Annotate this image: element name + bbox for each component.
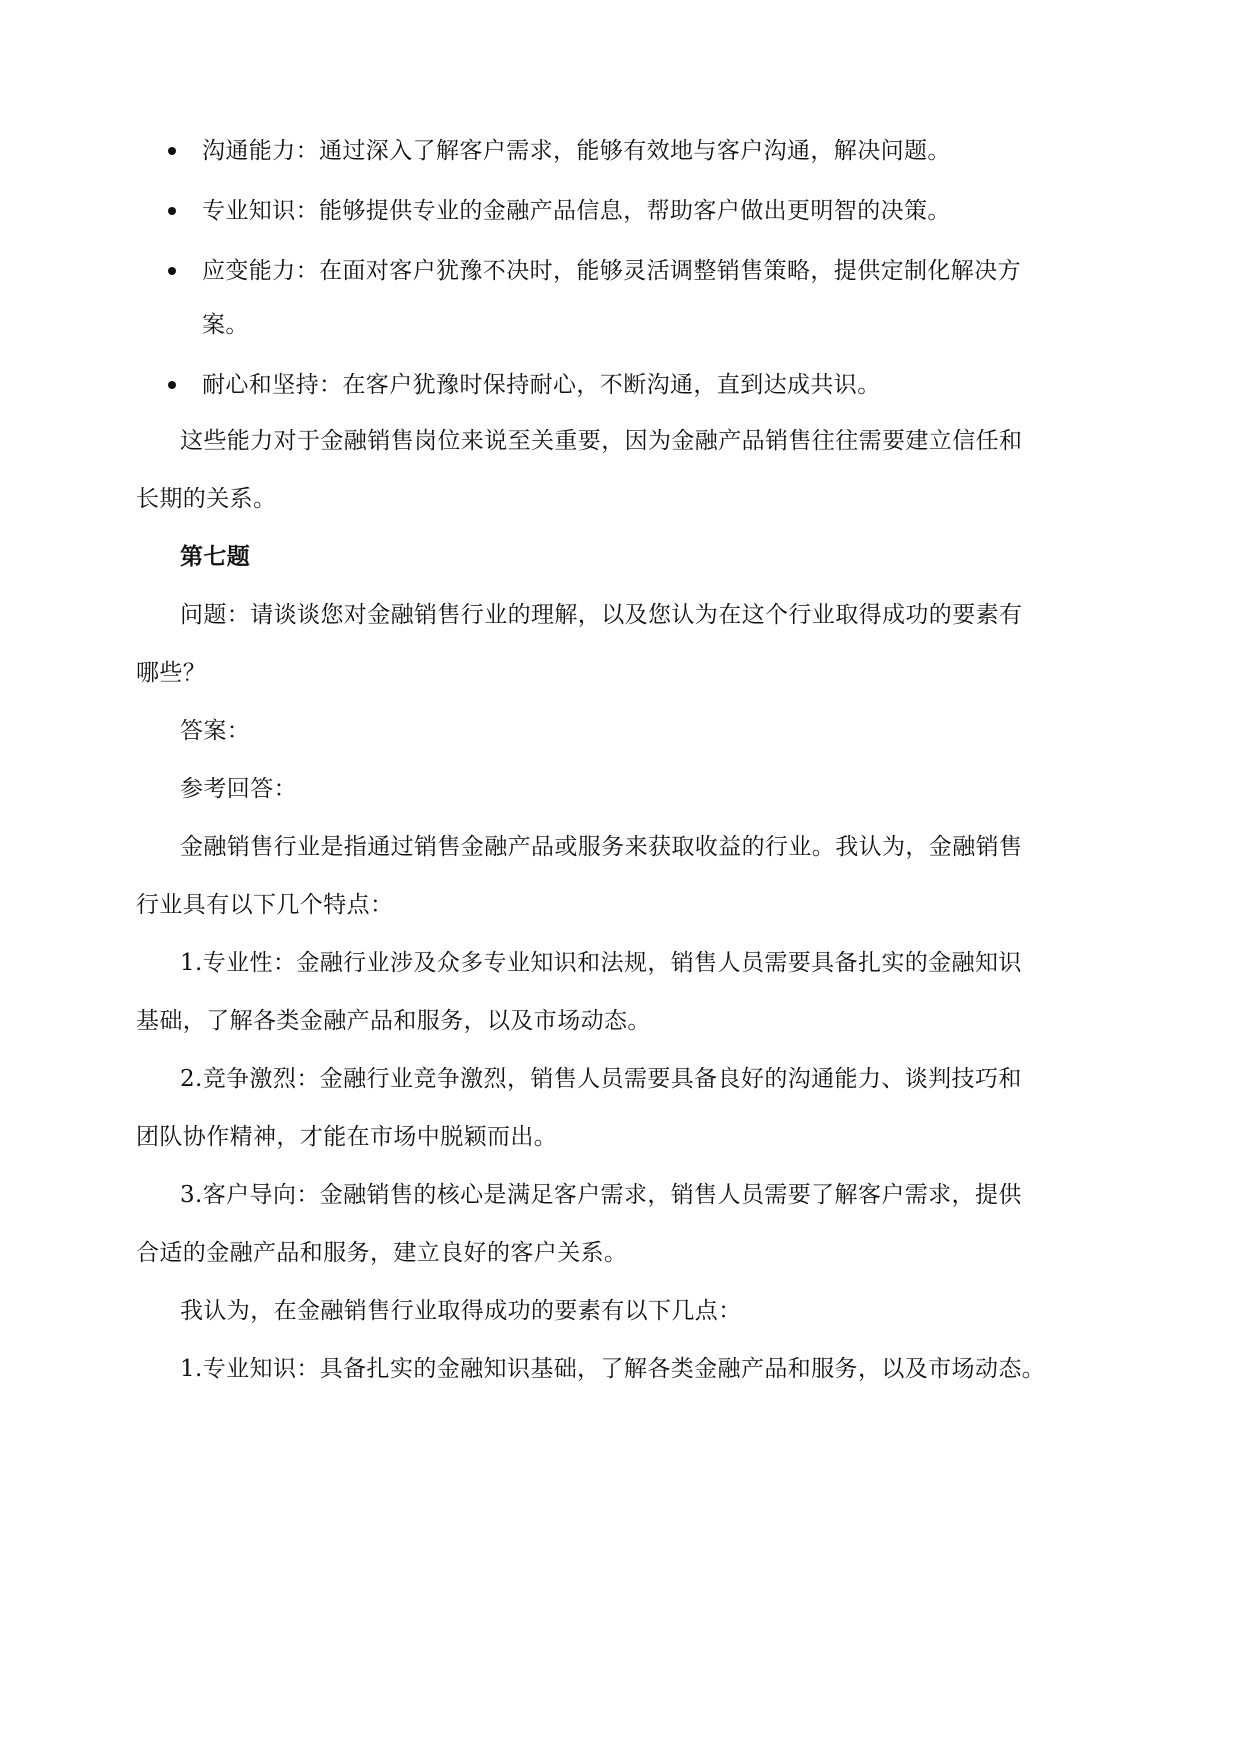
feature-item-line1: 1.专业性：金融行业涉及众多专业知识和法规，销售人员需要具备扎实的金融知识 — [180, 950, 1022, 976]
bullet-dot — [168, 267, 176, 275]
section-title: 第七题 — [180, 543, 251, 570]
success-factor-item: 1.专业知识：具备扎实的金融知识基础，了解各类金融产品和服务，以及市场动态。 — [180, 1356, 1046, 1382]
bullet-dot — [168, 381, 176, 389]
paragraph-industry-line1: 金融销售行业是指通过销售金融产品或服务来获取收益的行业。我认为，金融销售 — [180, 834, 1023, 860]
bullet-text: 应变能力：在面对客户犹豫不决时，能够灵活调整销售策略，提供定制化解决方 — [202, 258, 1021, 284]
bullet-text: 沟通能力：通过深入了解客户需求，能够有效地与客户沟通，解决问题。 — [202, 138, 951, 164]
reference-answer-label: 参考回答： — [180, 776, 297, 802]
success-factors-intro: 我认为，在金融销售行业取得成功的要素有以下几点： — [180, 1298, 742, 1324]
feature-item-line1: 3.客户导向：金融销售的核心是满足客户需求，销售人员需要了解客户需求，提供 — [180, 1182, 1022, 1208]
question-line2: 哪些？ — [136, 660, 207, 686]
feature-item-line2: 合适的金融产品和服务，建立良好的客户关系。 — [136, 1240, 628, 1266]
paragraph-importance-line2: 长期的关系。 — [136, 486, 277, 512]
bullet-dot — [168, 147, 176, 155]
feature-item-line1: 2.竞争激烈：金融行业竞争激烈，销售人员需要具备良好的沟通能力、谈判技巧和 — [180, 1066, 1022, 1092]
question-line1: 问题：请谈谈您对金融销售行业的理解，以及您认为在这个行业取得成功的要素有 — [180, 602, 1023, 628]
paragraph-industry-line2: 行业具有以下几个特点： — [136, 892, 394, 918]
paragraph-importance-line1: 这些能力对于金融销售岗位来说至关重要，因为金融产品销售往往需要建立信任和 — [180, 428, 1023, 454]
bullet-dot — [168, 207, 176, 215]
bullet-text: 耐心和坚持：在客户犹豫时保持耐心，不断沟通，直到达成共识。 — [202, 372, 881, 398]
bullet-text: 专业知识：能够提供专业的金融产品信息，帮助客户做出更明智的决策。 — [202, 198, 951, 224]
feature-item-line2: 团队协作精神，才能在市场中脱颖而出。 — [136, 1124, 558, 1150]
feature-item-line2: 基础，了解各类金融产品和服务，以及市场动态。 — [136, 1008, 651, 1034]
answer-label: 答案： — [180, 718, 251, 744]
bullet-text-continuation: 案。 — [202, 312, 249, 338]
